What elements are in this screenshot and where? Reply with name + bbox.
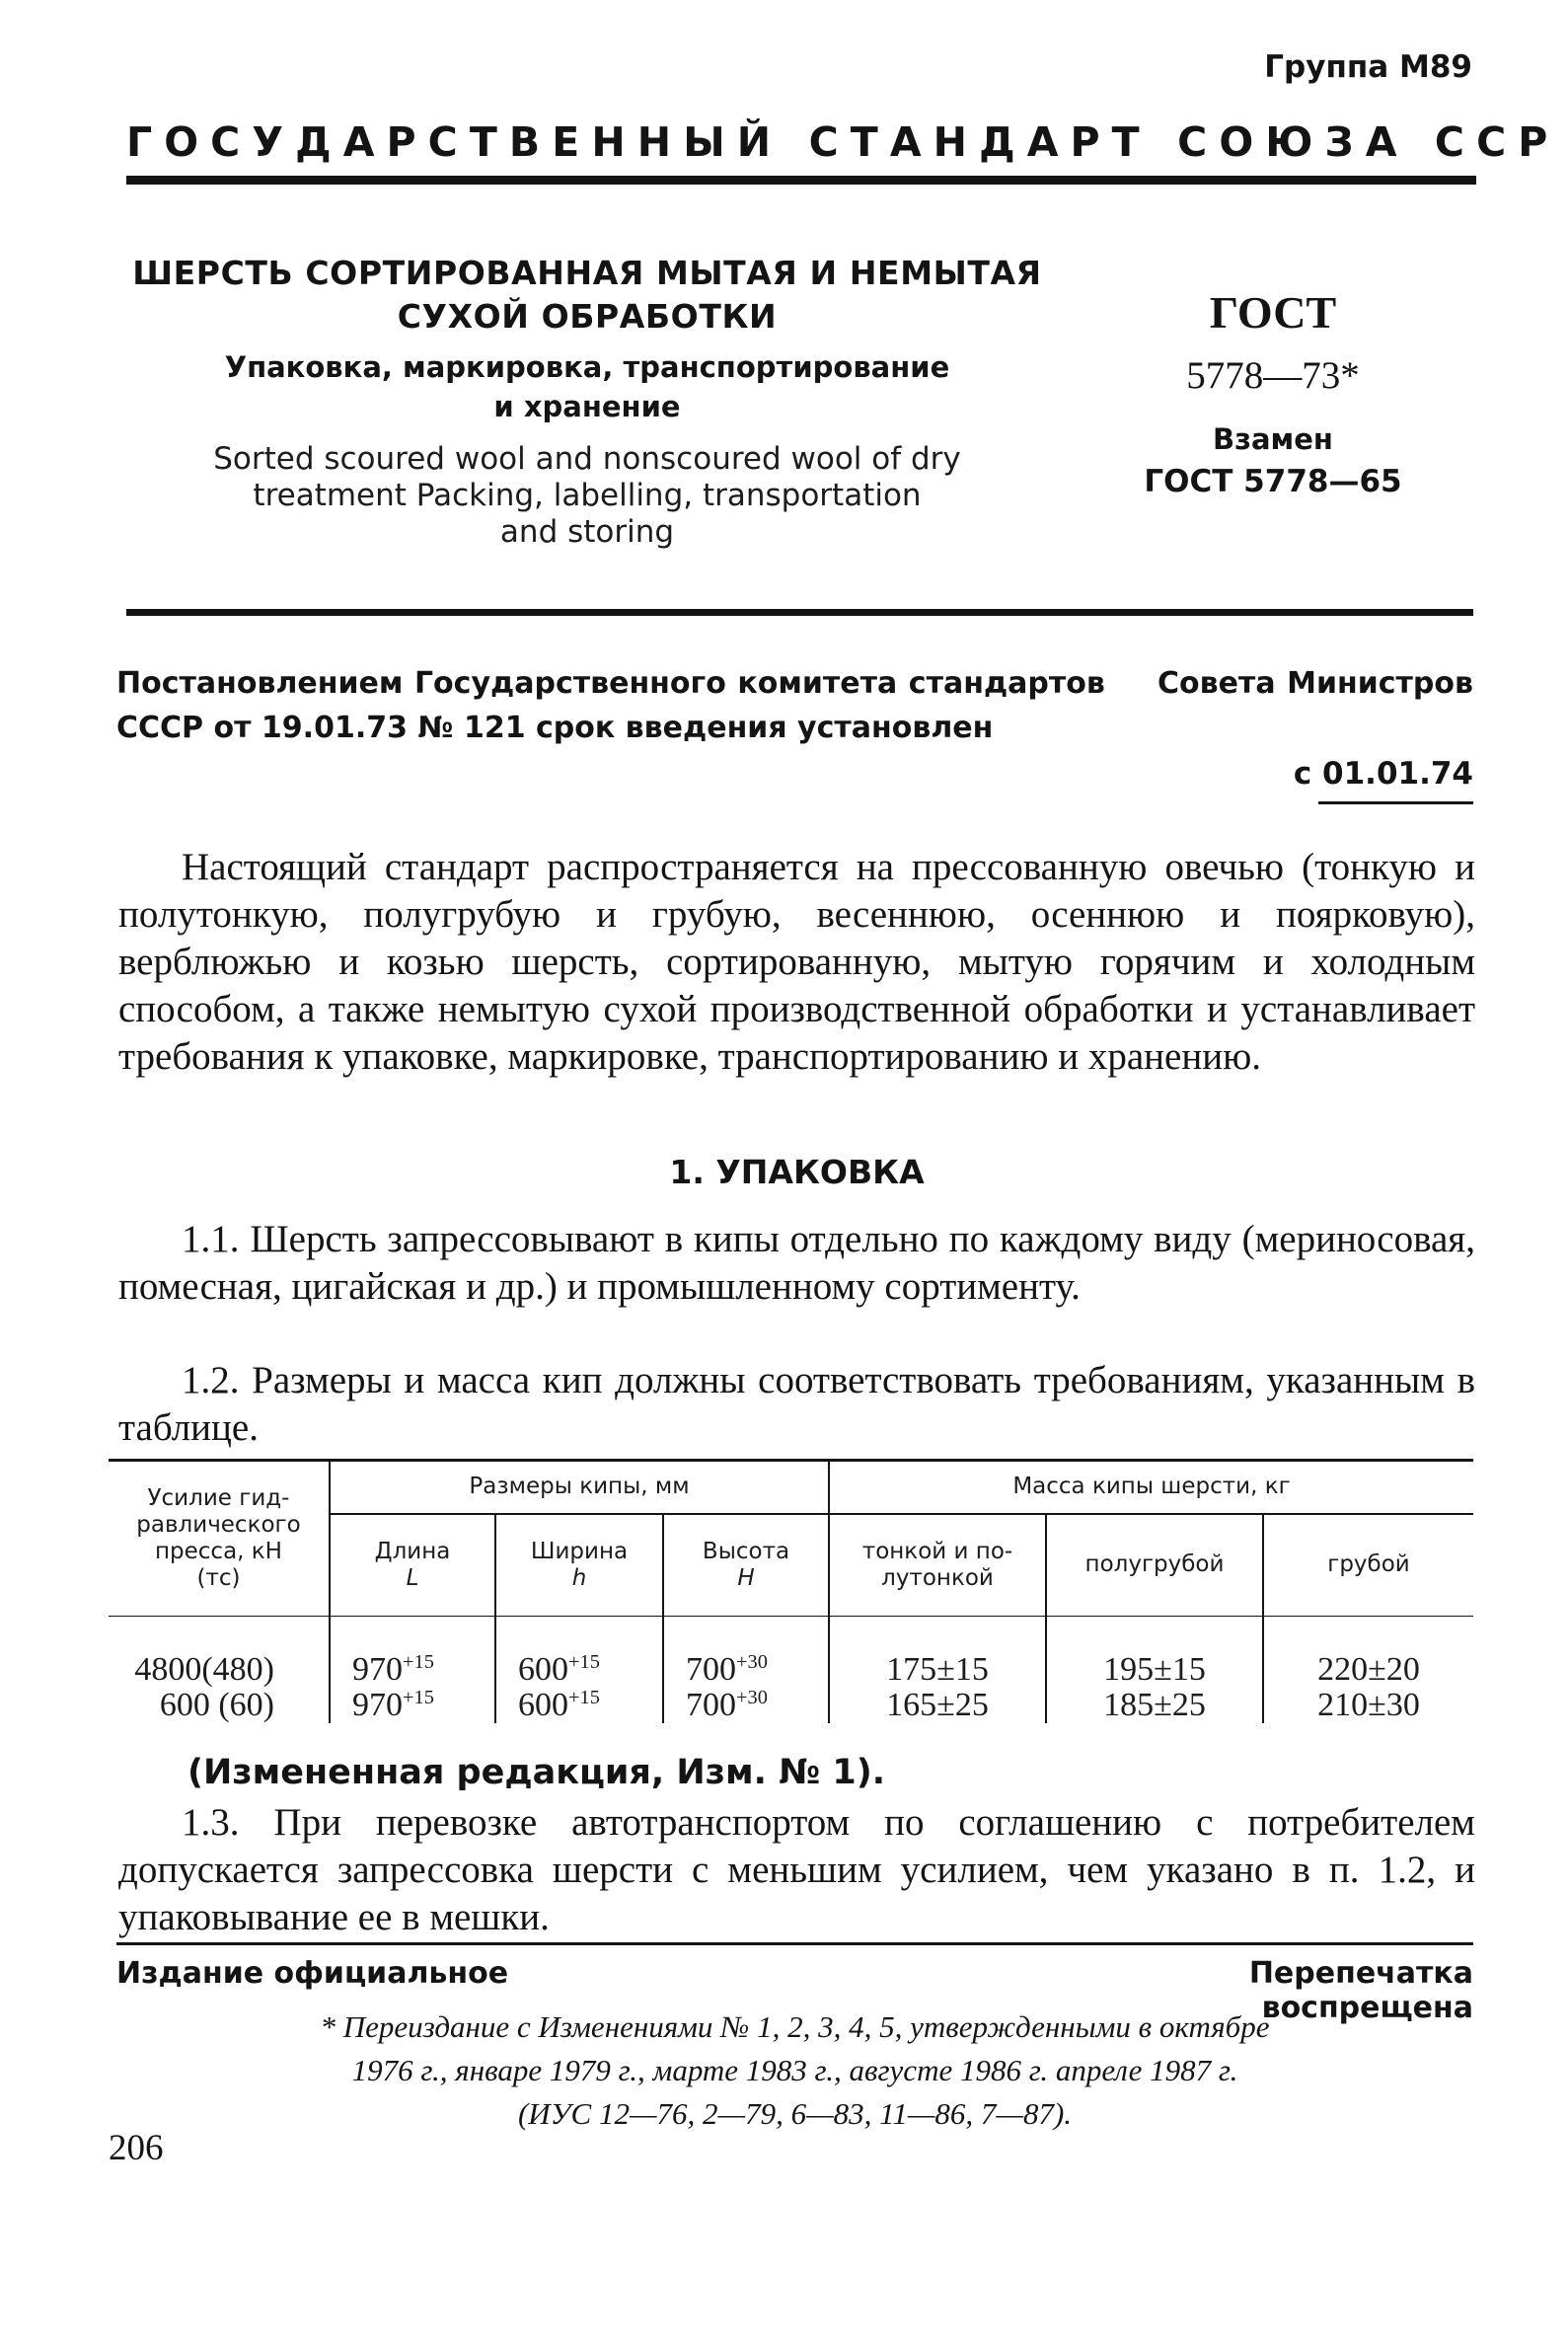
amendment-note: (Измененная редакция, Изм. № 1). [187,1753,886,1792]
cell-height: $700^{+30}$ [663,1652,829,1688]
reissue-note-line-1: * Переиздание с Изменениями № 1, 2, 3, 4, 5, утвержденными в октябре [320,2009,1270,2044]
gost-number: 5778—73* [1186,354,1360,397]
document-title: ШЕРСТЬ СОРТИРОВАННАЯ МЫТАЯ И НЕМЫТАЯ СУХОЙ ОБРАБОТКИ [132,254,1042,336]
column-length: Длина L [330,1514,495,1617]
reissue-note-line-3: (ИУС 12—76, 2—79, 6—83, 11—86, 7—87). [517,2096,1073,2131]
table-row [109,1652,1473,1688]
state-standard-title: ГОСУДАРСТВЕННЫЙ СТАНДАРТ СОЮЗА ССР [126,118,1560,166]
column-group-sizes: Размеры кипы, мм [330,1461,829,1514]
group-label: Группа М89 [1264,49,1472,85]
footer-rule [116,1942,1473,1945]
column-mass-coarse: грубой [1263,1514,1473,1617]
cell-width: $600^{+15}$ [495,1688,663,1723]
column-group-mass: Масса кипы шерсти, кг [829,1461,1473,1514]
english-title: Sorted scoured wool and nonscoured wool of dry treatment Packing, labelling, transportation and storing [213,441,961,550]
cell-force: 4800(480) [134,1651,274,1688]
clause-1-1: 1.1. Шерсть запрессовывают в кипы отдельно по каждому виду (мериносовая, помесная, цигайская и др.) и промышленному сортименту. [118,1218,1475,1308]
table-row [109,1688,1473,1723]
decree-line-1: Постановлением Государственного комитета стандартов Совета Министров [116,666,1473,701]
cell-mass-semicoarse: 185±25 [1046,1688,1263,1723]
table-spacer-row [109,1617,1473,1653]
cell-length: $970^{+15}$ [330,1688,495,1723]
clause-1-2: 1.2. Размеры и масса кип должны соответствовать требованиям, указанным в таблице. [118,1359,1475,1449]
cell-mass-semicoarse: 195±15 [1046,1652,1263,1688]
replaces-number: ГОСТ 5778—65 [1144,464,1402,499]
cell-width: $600^{+15}$ [495,1652,663,1688]
cell-length: $970^{+15}$ [330,1652,495,1688]
cell-mass-fine: 165±25 [829,1688,1046,1723]
bale-size-table [109,1459,1473,1723]
document-subtitle: Упаковка, маркировка, транспортирование и хранение [224,350,950,423]
gost-label: ГОСТ [1209,287,1337,338]
page-number: 206 [109,2128,164,2168]
cell-mass-coarse: 210±30 [1263,1688,1473,1723]
reissue-note-line-2: 1976 г., январе 1979 г., марте 1983 г., августе 1986 г. апреле 1987 г. [351,2053,1238,2087]
title-rule [126,609,1473,616]
column-width: Ширина h [495,1514,663,1617]
effective-date: с 01.01.74 [1293,756,1473,792]
decree-line-2: СССР от 19.01.73 № 121 срок введения установлен [116,711,994,745]
intro-paragraph: Настоящий стандарт распространяется на прессованную овечью (тонкую и полутонкую, полугрубую и грубую, весеннюю, осеннюю и поярковую), верблюжью и козью шерсть, сортированную, мытую горячим и холодным способом, а также немытую сухой производственной обработки и устанавливает требования к упаковке, маркировке, транспортированию и хранению. [118,846,1475,1078]
effective-date-underline [1318,801,1473,804]
column-height: Высота H [663,1514,829,1617]
replaces-label: Взамен [1213,422,1333,456]
cell-mass-coarse: 220±20 [1263,1652,1473,1688]
official-edition-label: Издание официальное [116,1956,509,1991]
section-heading-packing: 1. УПАКОВКА [669,1153,925,1191]
column-mass-fine: тонкой и по- лутонкой [829,1514,1046,1617]
cell-mass-fine: 175±15 [829,1652,1046,1688]
clause-1-3: 1.3. При перевозке автотранспортом по соглашению с потребителем допускается запрессовка шерсти с меньшим усилием, чем указано в п. 1.2, и упаковывание ее в мешки. [118,1801,1475,1938]
cell-height: $700^{+30}$ [663,1688,829,1723]
cell-force: 600 (60) [159,1687,274,1723]
header-rule [126,176,1476,185]
column-press-force: Усилие гид- равлического пресса, кН (тс) [109,1461,330,1617]
reprint-prohibited-label: Перепечатка воспрещена [1248,1956,1473,2025]
column-mass-semicoarse: полугрубой [1046,1514,1263,1617]
